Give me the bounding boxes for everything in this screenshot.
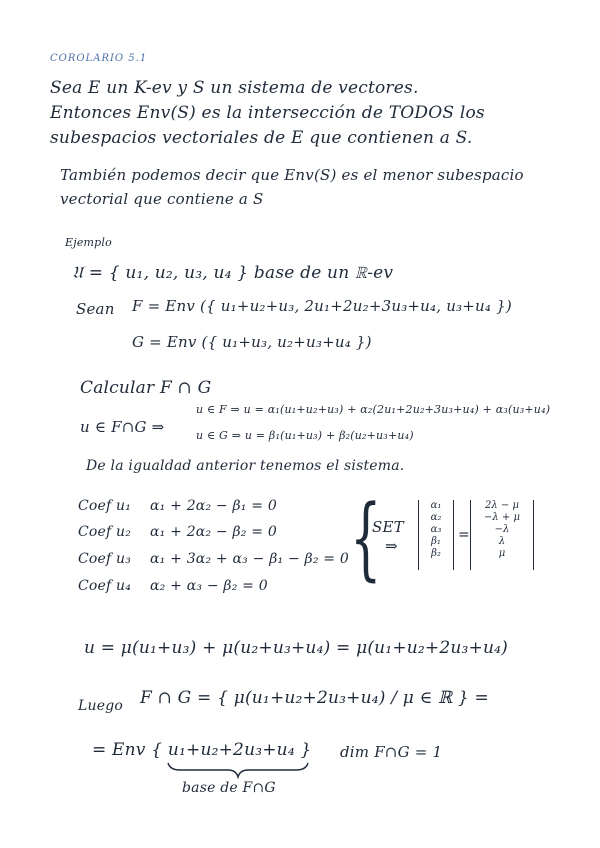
u-in-G-line: u ∈ G ⇒ u = β₁(u₁+u₃) + β₂(u₂+u₃+u₄) xyxy=(196,429,414,442)
coef-eq-3: α₁ + 3α₂ + α₃ − β₁ − β₂ = 0 xyxy=(150,551,349,567)
sol-3: −λ xyxy=(494,524,510,535)
var-alpha2: α₂ xyxy=(430,512,442,523)
set-arrow: ⇒ xyxy=(385,537,398,555)
corollary-heading: COROLARIO 5.1 xyxy=(50,53,148,64)
system-left-brace: { xyxy=(350,486,382,591)
example-basis: 𝔘 = { u₁, u₂, u₃, u₄ } base de un ℝ-ev xyxy=(72,263,394,283)
intro-line-5: vectorial que contiene a S xyxy=(60,190,264,208)
var-beta1: β₁ xyxy=(431,536,441,547)
coef-eq-2: α₁ + 2α₂ − β₂ = 0 xyxy=(150,524,277,540)
coef-eq-1: α₁ + 2α₂ − β₁ = 0 xyxy=(150,498,277,514)
matrix-equals: = xyxy=(458,527,470,543)
sean-label: Sean xyxy=(76,300,115,318)
G-definition: G = Env ({ u₁+u₃, u₂+u₃+u₄ }) xyxy=(132,333,372,351)
var-beta2: β₂ xyxy=(431,548,441,559)
coef-label-3: Coef u₃ xyxy=(78,551,132,567)
coef-label-2: Coef u₂ xyxy=(78,524,132,540)
calc-title: Calcular F ∩ G xyxy=(80,378,212,398)
intro-line-1: Sea E un K-ev y S un sistema de vectores. xyxy=(50,78,419,98)
coef-label-1: Coef u₁ xyxy=(78,498,132,514)
coef-eq-4: α₂ + α₃ − β₂ = 0 xyxy=(150,578,268,594)
equality-line: De la igualdad anterior tenemos el sistema. xyxy=(86,458,405,474)
coef-label-4: Coef u₄ xyxy=(78,578,132,594)
intro-line-2: Entonces Env(S) es la intersección de TODOS los xyxy=(50,103,485,123)
sol-1: 2λ − μ xyxy=(485,500,519,511)
sol-2: −λ + μ xyxy=(484,512,520,523)
set-label: SET xyxy=(372,518,404,536)
intersection-set: F ∩ G = { μ(u₁+u₂+2u₃+u₄) / μ ∈ ℝ } = xyxy=(140,688,489,708)
u-in-F-line: u ∈ F ⇒ u = α₁(u₁+u₂+u₃) + α₂(2u₁+2u₂+3u₃+u₄) + α₃(u₃+u₄) xyxy=(196,403,551,416)
var-alpha1: α₁ xyxy=(430,500,442,511)
intro-line-4: También podemos decir que Env(S) es el menor subespacio xyxy=(60,166,524,184)
u-in-intersection: u ∈ F∩G ⇒ xyxy=(80,418,165,436)
intro-line-3: subespacios vectoriales de E que contienen a S. xyxy=(50,128,473,148)
sol-5: μ xyxy=(498,548,506,559)
dimension: dim F∩G = 1 xyxy=(340,743,443,761)
luego-label: Luego xyxy=(78,698,123,714)
var-alpha3: α₃ xyxy=(430,524,442,535)
env-equation: = Env { u₁+u₂+2u₃+u₄ } xyxy=(92,740,312,760)
F-definition: F = Env ({ u₁+u₂+u₃, 2u₁+2u₂+3u₃+u₄, u₃+u₄ }) xyxy=(132,297,512,315)
base-label: base de F∩G xyxy=(182,780,276,796)
sol-4: λ xyxy=(498,536,506,547)
u-result-equation: u = μ(u₁+u₃) + μ(u₂+u₃+u₄) = μ(u₁+u₂+2u₃+u₄) xyxy=(84,638,508,658)
example-label: Ejemplo xyxy=(65,236,112,249)
